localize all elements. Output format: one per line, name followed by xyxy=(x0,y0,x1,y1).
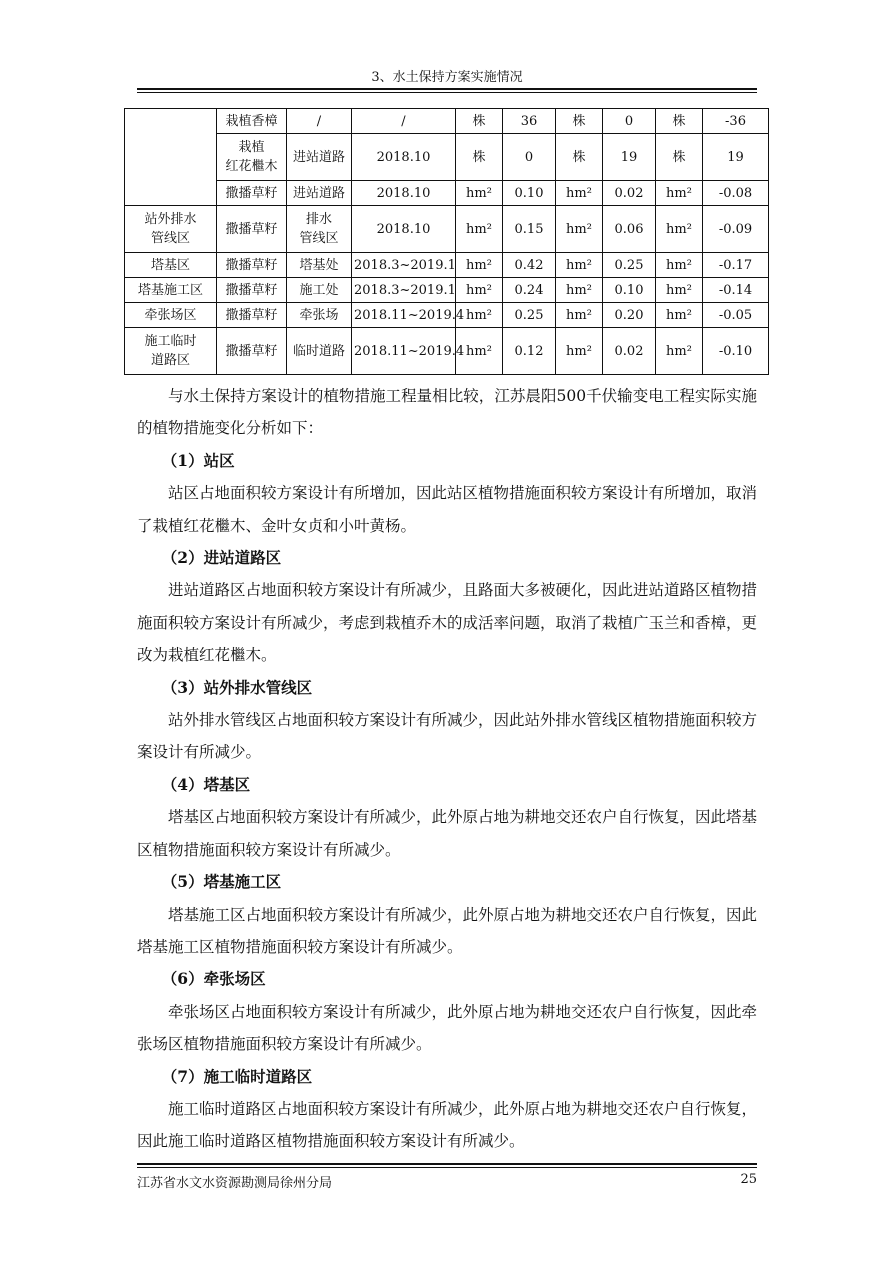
cell-v1: 0.25 xyxy=(503,303,556,328)
cell-u3: hm² xyxy=(656,328,703,375)
cell-v3: -0.09 xyxy=(703,206,769,253)
cell-u1: hm² xyxy=(456,278,503,303)
plant-measures-table xyxy=(124,108,769,375)
cell-v1: 0.10 xyxy=(503,181,556,206)
cell-v3: -0.14 xyxy=(703,278,769,303)
page-header: 3、水土保持方案实施情况 xyxy=(371,70,523,85)
cell-v3: -0.17 xyxy=(703,253,769,278)
section-paragraph: 进站道路区占地面积较方案设计有所减少，且路面大多被硬化，因此进站道路区植物措施面积较方案设计有所减少，考虑到栽植乔木的成活率问题，取消了栽植广玉兰和香樟，更改为栽植红花檵木。 xyxy=(137,581,758,665)
section-paragraph: 施工临时道路区占地面积较方案设计有所减少，此外原占地为耕地交还农户自行恢复，因此施工临时道路区植物措施面积较方案设计有所减少。 xyxy=(137,1099,758,1151)
section-paragraph: 站区占地面积较方案设计有所增加，因此站区植物措施面积较方案设计有所增加，取消了栽植红花檵木、金叶女贞和小叶黄杨。 xyxy=(137,484,758,535)
cell-u1: hm² xyxy=(456,206,503,253)
cell-u1: 株 xyxy=(456,134,503,181)
cell-time: 2018.3~2019.1 xyxy=(352,253,456,278)
cell-time: 2018.11~2019.4 xyxy=(352,328,456,375)
cell-location: 进站道路 xyxy=(287,134,352,181)
cell-u3: hm² xyxy=(656,206,703,253)
table-row xyxy=(125,134,769,181)
intro-paragraph: 与水土保持方案设计的植物措施工程量相比较，江苏晨阳500千伏输变电工程实际实施的植物措施变化分析如下： xyxy=(137,387,757,438)
section-paragraph: 牵张场区占地面积较方案设计有所减少，此外原占地为耕地交还农户自行恢复，因此牵张场区植物措施面积较方案设计有所减少。 xyxy=(137,1002,758,1054)
cell-u3: hm² xyxy=(656,253,703,278)
cell-v2: 0.10 xyxy=(603,278,656,303)
footer-rule xyxy=(137,1163,757,1165)
footer-rule-thin xyxy=(137,1167,757,1168)
cell-u2: 株 xyxy=(556,134,603,181)
cell-u3: hm² xyxy=(656,181,703,206)
section-heading: （4）塔基区 xyxy=(161,774,251,794)
cell-v1: 0.42 xyxy=(503,253,556,278)
section-heading: （2）进站道路区 xyxy=(161,548,282,568)
cell-measure: 撒播草籽 xyxy=(217,253,287,278)
cell-v1: 0.15 xyxy=(503,206,556,253)
cell-u1: 株 xyxy=(456,109,503,134)
cell-v1: 0.24 xyxy=(503,278,556,303)
section-heading: （3）站外排水管线区 xyxy=(161,677,313,697)
table-row xyxy=(125,253,769,278)
table-row xyxy=(125,278,769,303)
cell-v3: -0.10 xyxy=(703,328,769,375)
section-heading: （7）施工临时道路区 xyxy=(161,1066,313,1086)
cell-measure: 撒播草籽 xyxy=(217,181,287,206)
header-rule xyxy=(137,88,757,90)
cell-time: / xyxy=(352,109,456,134)
page-number: 25 xyxy=(740,1172,757,1187)
cell-u1: hm² xyxy=(456,303,503,328)
cell-u1: hm² xyxy=(456,253,503,278)
cell-location: 塔基处 xyxy=(287,253,352,278)
section-heading: （6）牵张场区 xyxy=(161,969,266,989)
cell-time: 2018.10 xyxy=(352,181,456,206)
cell-area: 站外排水 管线区 xyxy=(125,206,217,253)
cell-u3: 株 xyxy=(656,109,703,134)
cell-u2: hm² xyxy=(556,181,603,206)
cell-location: 排水 管线区 xyxy=(287,206,352,253)
cell-v3: -0.08 xyxy=(703,181,769,206)
cell-v2: 0.25 xyxy=(603,253,656,278)
cell-time: 2018.10 xyxy=(352,206,456,253)
cell-area: 塔基施工区 xyxy=(125,278,217,303)
cell-u2: hm² xyxy=(556,328,603,375)
cell-location: 临时道路 xyxy=(287,328,352,375)
cell-measure: 撒播草籽 xyxy=(217,303,287,328)
cell-v3: 19 xyxy=(703,134,769,181)
body-text xyxy=(137,380,757,1158)
table-row xyxy=(125,206,769,253)
cell-u3: 株 xyxy=(656,134,703,181)
cell-v3: -36 xyxy=(703,109,769,134)
table-row xyxy=(125,109,769,134)
footer-organization: 江苏省水文水资源勘测局徐州分局 xyxy=(137,1176,333,1191)
header-rule-thin xyxy=(137,92,757,93)
cell-v1: 36 xyxy=(503,109,556,134)
cell-measure: 撒播草籽 xyxy=(217,278,287,303)
section-paragraph: 塔基施工区占地面积较方案设计有所减少，此外原占地为耕地交还农户自行恢复，因此塔基施工区植物措施面积较方案设计有所减少。 xyxy=(137,905,758,956)
section-paragraph: 站外排水管线区占地面积较方案设计有所减少，因此站外排水管线区植物措施面积较方案设计有所减少。 xyxy=(137,711,758,762)
cell-v3: -0.05 xyxy=(703,303,769,328)
cell-location: 进站道路 xyxy=(287,181,352,206)
cell-time: 2018.10 xyxy=(352,134,456,181)
cell-measure: 栽植香樟 xyxy=(217,109,287,134)
cell-time: 2018.3~2019.1 xyxy=(352,278,456,303)
cell-v2: 0.20 xyxy=(603,303,656,328)
cell-location: 施工处 xyxy=(287,278,352,303)
cell-u3: hm² xyxy=(656,303,703,328)
cell-location: / xyxy=(287,109,352,134)
cell-measure: 撒播草籽 xyxy=(217,206,287,253)
cell-area: 施工临时 道路区 xyxy=(125,328,217,375)
cell-u2: hm² xyxy=(556,253,603,278)
cell-area: 塔基区 xyxy=(125,253,217,278)
cell-v2: 0.06 xyxy=(603,206,656,253)
cell-v1: 0 xyxy=(503,134,556,181)
section-heading: （5）塔基施工区 xyxy=(161,872,282,892)
cell-v2: 19 xyxy=(603,134,656,181)
table-row xyxy=(125,181,769,206)
section-heading: （1）站区 xyxy=(161,450,235,470)
cell-area: 牵张场区 xyxy=(125,303,217,328)
table-row xyxy=(125,303,769,328)
cell-v2: 0.02 xyxy=(603,181,656,206)
cell-u1: hm² xyxy=(456,181,503,206)
cell-area xyxy=(125,109,217,206)
table-row xyxy=(125,328,769,375)
cell-v2: 0.02 xyxy=(603,328,656,375)
cell-measure: 栽植 红花檵木 xyxy=(217,134,287,181)
cell-u2: hm² xyxy=(556,303,603,328)
cell-u2: 株 xyxy=(556,109,603,134)
section-paragraph: 塔基区占地面积较方案设计有所减少，此外原占地为耕地交还农户自行恢复，因此塔基区植物措施面积较方案设计有所减少。 xyxy=(137,808,758,859)
cell-u2: hm² xyxy=(556,206,603,253)
cell-u2: hm² xyxy=(556,278,603,303)
cell-location: 牵张场 xyxy=(287,303,352,328)
cell-u1: hm² xyxy=(456,328,503,375)
cell-v2: 0 xyxy=(603,109,656,134)
cell-v1: 0.12 xyxy=(503,328,556,375)
cell-u3: hm² xyxy=(656,278,703,303)
cell-time: 2018.11~2019.4 xyxy=(352,303,456,328)
cell-measure: 撒播草籽 xyxy=(217,328,287,375)
